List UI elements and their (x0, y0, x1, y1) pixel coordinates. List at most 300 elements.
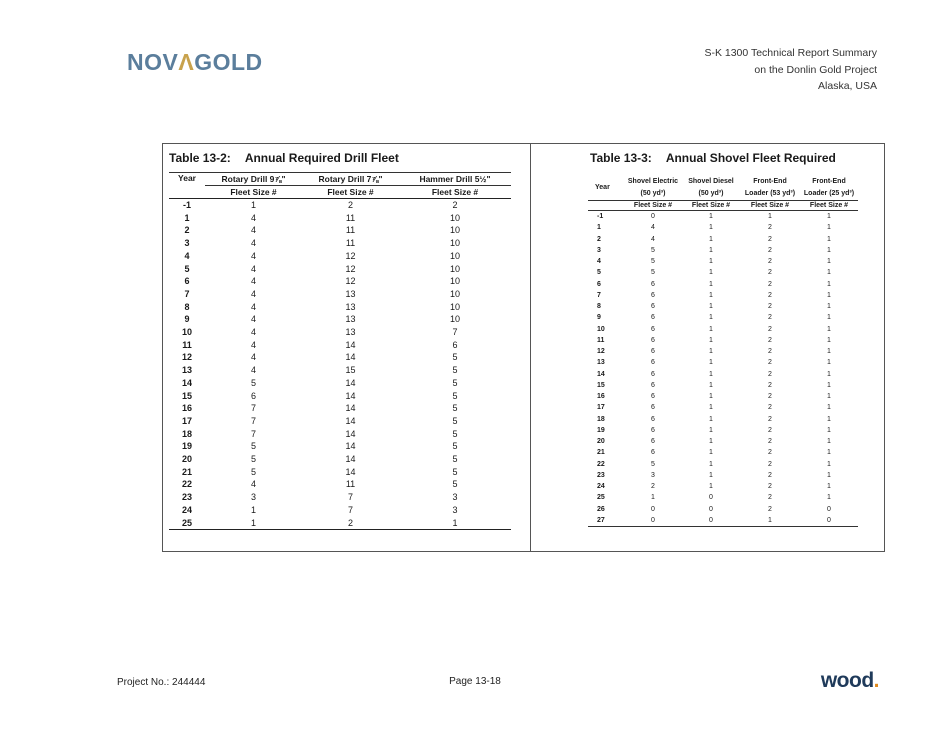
row-cell: 1 (709, 303, 713, 310)
row-year: 3 (597, 246, 601, 254)
table1-sub-header: Fleet Size # (205, 186, 302, 199)
row-cell: 1 (709, 224, 713, 232)
table-row (588, 267, 858, 278)
row-cell: 1 (709, 415, 713, 423)
row-cell: 5 (651, 246, 655, 254)
row-cell: 0 (651, 213, 655, 220)
row-cell: 2 (768, 258, 772, 265)
table2-sub-header: Fleet Size # (740, 201, 800, 211)
row-cell: 2 (768, 381, 772, 389)
table1-year-header: Year (169, 173, 205, 199)
row-cell: 1 (827, 303, 831, 310)
table-row (588, 425, 858, 436)
table2-col-header-unit: Loader (25 yd³) (803, 190, 855, 197)
row-cell: 2 (768, 235, 772, 243)
row-cell: 1 (709, 449, 713, 457)
row-cell: 5 (651, 258, 655, 265)
table-row (588, 222, 858, 233)
row-cell: 11 (345, 212, 356, 223)
frame-divider (530, 143, 531, 552)
row-year: 18 (597, 415, 605, 423)
table-row (169, 504, 511, 517)
table-row (588, 447, 858, 458)
row-cell: 14 (345, 428, 356, 439)
row-cell: 14 (345, 415, 356, 426)
row-year: 19 (181, 441, 192, 452)
row-cell: 14 (345, 441, 356, 452)
row-cell: 1 (827, 483, 831, 490)
row-cell: 1 (709, 483, 713, 490)
row-year: 8 (184, 301, 190, 312)
row-cell: 1 (709, 325, 713, 333)
table-row (169, 224, 511, 237)
table-row (588, 357, 858, 368)
row-cell: 14 (345, 466, 356, 477)
row-cell: 1 (709, 348, 713, 355)
row-cell: 6 (651, 291, 655, 299)
table-row (588, 301, 858, 312)
row-cell: 2 (768, 325, 772, 333)
row-cell: 2 (768, 370, 772, 378)
row-cell: 1 (827, 258, 831, 265)
row-year: 5 (597, 269, 601, 277)
row-cell: 6 (651, 325, 655, 333)
row-cell: 1 (768, 213, 772, 220)
table2-col-header-unit: (50 yd³) (698, 190, 724, 197)
row-cell: 6 (651, 370, 655, 378)
row-cell: 0 (682, 515, 740, 527)
row-year: 21 (597, 449, 605, 457)
row-cell: 1 (827, 438, 831, 445)
row-cell: 1 (827, 235, 831, 243)
table2-col-header-unit: Loader (53 yd³) (744, 190, 796, 197)
row-cell: 11 (345, 479, 356, 490)
row-year: 24 (597, 483, 605, 490)
row-year: 13 (181, 365, 192, 376)
novagold-logo: NOVΛGOLD (127, 49, 263, 75)
row-cell: 1 (827, 348, 831, 355)
row-cell: 0 (709, 505, 713, 513)
row-cell: 7 (250, 403, 256, 414)
table-row (588, 504, 858, 515)
row-cell: 1 (827, 471, 831, 479)
row-year: 26 (597, 505, 605, 513)
row-cell: 2 (452, 200, 458, 210)
row-cell: 3 (250, 492, 256, 503)
row-cell: 10 (449, 238, 460, 249)
row-cell: 1 (827, 393, 831, 400)
row-year: -1 (182, 200, 191, 210)
row-cell: 5 (651, 460, 655, 468)
row-year: 20 (597, 438, 605, 445)
table2-title: Annual Shovel Fleet Required (665, 151, 836, 165)
row-cell: 14 (345, 377, 356, 388)
table-row (169, 351, 511, 364)
table2-caption (590, 151, 836, 165)
table-row (169, 402, 511, 415)
table-row (588, 324, 858, 335)
row-cell: 1 (827, 494, 831, 502)
row-cell: 4 (250, 263, 256, 274)
row-cell: 1 (709, 460, 713, 468)
row-cell: 1 (709, 235, 713, 243)
row-cell: 1 (399, 517, 511, 530)
row-cell: 14 (345, 403, 356, 414)
table2-sub-header-blank (588, 201, 624, 211)
row-cell: 14 (345, 352, 356, 363)
row-cell: 6 (651, 393, 655, 400)
table2-sub-header: Fleet Size # (800, 201, 858, 211)
row-cell: 2 (768, 438, 772, 445)
row-year: 25 (597, 494, 605, 502)
header-line-3: Alaska, USA (818, 80, 877, 92)
table2-year-header: Year (595, 184, 610, 191)
table-row (169, 212, 511, 225)
table2-col-header: Shovel Diesel (688, 178, 734, 185)
table-row (588, 335, 858, 346)
row-cell: 7 (452, 327, 458, 338)
table-row (588, 346, 858, 357)
row-cell: 1 (651, 494, 655, 502)
row-cell: 5 (452, 403, 458, 414)
table-row (169, 339, 511, 352)
project-number: Project No.: 244444 (117, 677, 206, 688)
table-row (169, 364, 511, 377)
row-cell: 5 (250, 441, 256, 452)
row-cell: 1 (827, 314, 831, 322)
table-row (169, 301, 511, 314)
row-cell: 2 (768, 314, 772, 322)
table-row (588, 402, 858, 413)
row-cell: 1 (827, 325, 831, 333)
row-year: 9 (597, 314, 601, 322)
row-cell: 4 (250, 479, 256, 490)
table-row (169, 517, 511, 530)
row-cell: 2 (768, 449, 772, 457)
row-cell: 4 (250, 288, 256, 299)
row-cell: 2 (768, 303, 772, 310)
row-year: 7 (597, 291, 601, 299)
row-cell: 7 (250, 428, 256, 439)
table-row (169, 390, 511, 403)
row-cell: 1 (827, 404, 831, 412)
row-cell: 1 (709, 258, 713, 265)
row-cell: 1 (205, 517, 302, 530)
table2-body (588, 211, 858, 527)
row-year: 18 (181, 428, 192, 439)
row-cell: 10 (449, 314, 460, 325)
row-cell: 1 (709, 471, 713, 479)
row-cell: 0 (800, 515, 858, 527)
table-row (169, 199, 511, 212)
row-cell: 2 (768, 483, 772, 490)
row-year: 2 (184, 225, 190, 236)
table-row (588, 279, 858, 290)
table2-col-header: Front-End (812, 178, 846, 185)
row-cell: 4 (651, 235, 655, 243)
row-year: 23 (597, 471, 605, 479)
row-cell: 14 (345, 454, 356, 465)
table-row (169, 377, 511, 390)
row-cell: 5 (452, 365, 458, 376)
row-cell: 1 (709, 438, 713, 445)
row-year: 8 (597, 303, 601, 310)
row-cell: 2 (651, 483, 655, 490)
row-cell: 10 (449, 263, 460, 274)
row-cell: 13 (345, 327, 356, 338)
row-cell: 6 (651, 381, 655, 389)
row-cell: 0 (827, 505, 831, 513)
table1-sub-header: Fleet Size # (399, 186, 511, 199)
row-cell: 2 (768, 415, 772, 423)
table2-col-header-unit: (50 yd³) (640, 190, 666, 197)
row-cell: 2 (768, 246, 772, 254)
row-year: 10 (597, 325, 605, 333)
row-year: 14 (597, 370, 605, 378)
row-year: 20 (181, 454, 192, 465)
row-cell: 5 (452, 466, 458, 477)
row-cell: 4 (250, 327, 256, 338)
row-cell: 7 (250, 415, 256, 426)
table2-number: Table 13-3: (590, 151, 652, 165)
table-row (588, 234, 858, 245)
row-cell: 10 (449, 212, 460, 223)
row-cell: 5 (452, 352, 458, 363)
row-cell: 1 (827, 426, 831, 434)
row-cell: 1 (709, 246, 713, 254)
row-cell: 0 (709, 494, 713, 502)
table-row (588, 391, 858, 402)
row-cell: 6 (651, 404, 655, 412)
table-row (588, 436, 858, 447)
row-year: 5 (184, 263, 190, 274)
table-row (588, 492, 858, 503)
row-year: 15 (597, 381, 605, 389)
row-cell: 6 (651, 359, 655, 367)
header-line-2: on the Donlin Gold Project (754, 63, 877, 76)
row-year: 7 (184, 288, 190, 299)
row-year: 15 (181, 390, 192, 401)
drill-fleet-table (169, 172, 511, 530)
row-year: 2 (597, 235, 601, 243)
row-cell: 2 (768, 426, 772, 434)
table-row (588, 459, 858, 470)
row-cell: 4 (250, 339, 256, 350)
row-cell: 1 (827, 213, 831, 220)
row-cell: 2 (302, 517, 399, 530)
row-cell: 1 (709, 314, 713, 322)
row-cell: 0 (624, 515, 682, 527)
row-year: 17 (181, 415, 192, 426)
row-year: 16 (597, 393, 605, 400)
row-cell: 5 (250, 377, 256, 388)
row-year: 23 (181, 492, 192, 503)
row-year: 21 (181, 466, 192, 477)
row-cell: 6 (651, 314, 655, 322)
row-cell: 1 (709, 291, 713, 299)
row-year: 6 (597, 280, 601, 288)
row-cell: 2 (768, 348, 772, 355)
wood-logo: wood. (820, 669, 879, 692)
row-cell: 2 (768, 404, 772, 412)
row-cell: 1 (827, 336, 831, 344)
row-cell: 2 (768, 336, 772, 344)
row-year: 4 (597, 258, 601, 265)
row-year: 13 (597, 359, 605, 367)
table-row (169, 491, 511, 504)
row-year: 22 (597, 460, 605, 468)
logo-a-mark: Λ (178, 49, 195, 75)
table-row (169, 440, 511, 453)
row-cell: 5 (452, 415, 458, 426)
row-cell: 6 (651, 415, 655, 423)
row-cell: 2 (768, 359, 772, 367)
row-cell: 2 (768, 471, 772, 479)
row-year: 16 (181, 403, 192, 414)
row-cell: 1 (827, 291, 831, 299)
table-row (169, 326, 511, 339)
row-cell: 1 (827, 460, 831, 468)
table-row (588, 414, 858, 425)
row-year: 24 (181, 504, 192, 515)
row-cell: 13 (345, 301, 356, 312)
row-cell: 1 (827, 224, 831, 232)
row-cell: 5 (452, 428, 458, 439)
row-cell: 6 (651, 280, 655, 288)
row-year: 1 (597, 224, 601, 232)
table-row (169, 428, 511, 441)
table1-sub-header: Fleet Size # (302, 186, 399, 199)
row-cell: 5 (452, 454, 458, 465)
row-cell: 1 (709, 381, 713, 389)
table-row (588, 211, 858, 223)
row-cell: 5 (452, 377, 458, 388)
row-cell: 6 (651, 449, 655, 457)
row-cell: 2 (768, 393, 772, 400)
row-cell: 1 (827, 280, 831, 288)
row-year: 19 (597, 426, 605, 434)
row-cell: 13 (345, 314, 356, 325)
table1-col-header: Rotary Drill 7⅞" (302, 173, 399, 186)
row-year: 6 (184, 276, 190, 287)
row-cell: 1 (250, 504, 256, 515)
row-year: 17 (597, 404, 605, 412)
row-cell: 4 (250, 250, 256, 261)
table-row (588, 245, 858, 256)
row-cell: 1 (250, 200, 256, 210)
row-cell: 1 (709, 393, 713, 400)
row-cell: 1 (740, 515, 800, 527)
table-row (588, 515, 858, 527)
row-cell: 3 (452, 492, 458, 503)
page-number: Page 13-18 (449, 676, 501, 687)
row-cell: 2 (768, 224, 772, 232)
row-cell: 2 (768, 269, 772, 277)
row-cell: 7 (347, 504, 353, 515)
table1-col-header: Rotary Drill 9⅞" (205, 173, 302, 186)
row-year: 22 (181, 479, 192, 490)
row-cell: 6 (651, 303, 655, 310)
row-cell: 11 (345, 238, 356, 249)
row-cell: 1 (827, 246, 831, 254)
row-cell: 2 (768, 460, 772, 468)
row-year: 1 (184, 212, 190, 223)
row-cell: 5 (452, 390, 458, 401)
table-row (169, 415, 511, 428)
row-cell: 10 (449, 225, 460, 236)
row-cell: 10 (449, 276, 460, 287)
table2-sub-header: Fleet Size # (624, 201, 682, 211)
table-row (588, 312, 858, 323)
row-cell: 12 (345, 276, 356, 287)
table-row (169, 263, 511, 276)
table-row (588, 470, 858, 481)
table1-caption (169, 151, 399, 165)
row-cell: 12 (345, 263, 356, 274)
row-year: 25 (169, 517, 205, 530)
table-row (588, 380, 858, 391)
row-cell: 1 (827, 269, 831, 277)
row-year: 27 (588, 515, 624, 527)
row-cell: 7 (347, 492, 353, 503)
table1-col-header: Hammer Drill 5½" (399, 173, 511, 186)
row-cell: 1 (827, 415, 831, 423)
table2-col-header: Shovel Electric (627, 178, 679, 185)
table2-sub-header: Fleet Size # (682, 201, 740, 211)
row-cell: 14 (345, 390, 356, 401)
table-row (588, 369, 858, 380)
row-cell: 1 (709, 370, 713, 378)
row-cell: 6 (452, 339, 458, 350)
table-row (169, 275, 511, 288)
table1-number: Table 13-2: (169, 151, 231, 165)
row-cell: 5 (452, 441, 458, 452)
row-cell: 4 (250, 276, 256, 287)
table-row (169, 237, 511, 250)
row-cell: 4 (250, 314, 256, 325)
table-row (588, 256, 858, 267)
row-cell: 14 (345, 339, 356, 350)
row-cell: 4 (250, 238, 256, 249)
table-row (588, 481, 858, 492)
row-cell: 3 (651, 471, 655, 479)
row-year: 3 (184, 238, 190, 249)
row-cell: 2 (347, 200, 353, 210)
row-cell: 12 (345, 250, 356, 261)
row-cell: 1 (827, 370, 831, 378)
row-cell: 10 (449, 250, 460, 261)
row-cell: 2 (768, 291, 772, 299)
row-cell: 3 (452, 504, 458, 515)
row-cell: 10 (449, 288, 460, 299)
table-row (169, 453, 511, 466)
table2-col-header: Front-End (753, 178, 787, 185)
row-cell: 4 (651, 224, 655, 232)
row-cell: 1 (827, 449, 831, 457)
row-cell: 4 (250, 352, 256, 363)
row-cell: 1 (709, 269, 713, 277)
row-cell: 11 (345, 225, 356, 236)
row-year: 11 (597, 336, 605, 344)
row-cell: 0 (651, 505, 655, 513)
row-cell: 13 (345, 288, 356, 299)
row-cell: 1 (827, 359, 831, 367)
table-row (169, 313, 511, 326)
table-row (169, 466, 511, 479)
row-cell: 2 (768, 280, 772, 288)
row-cell: 10 (449, 301, 460, 312)
row-cell: 4 (250, 225, 256, 236)
